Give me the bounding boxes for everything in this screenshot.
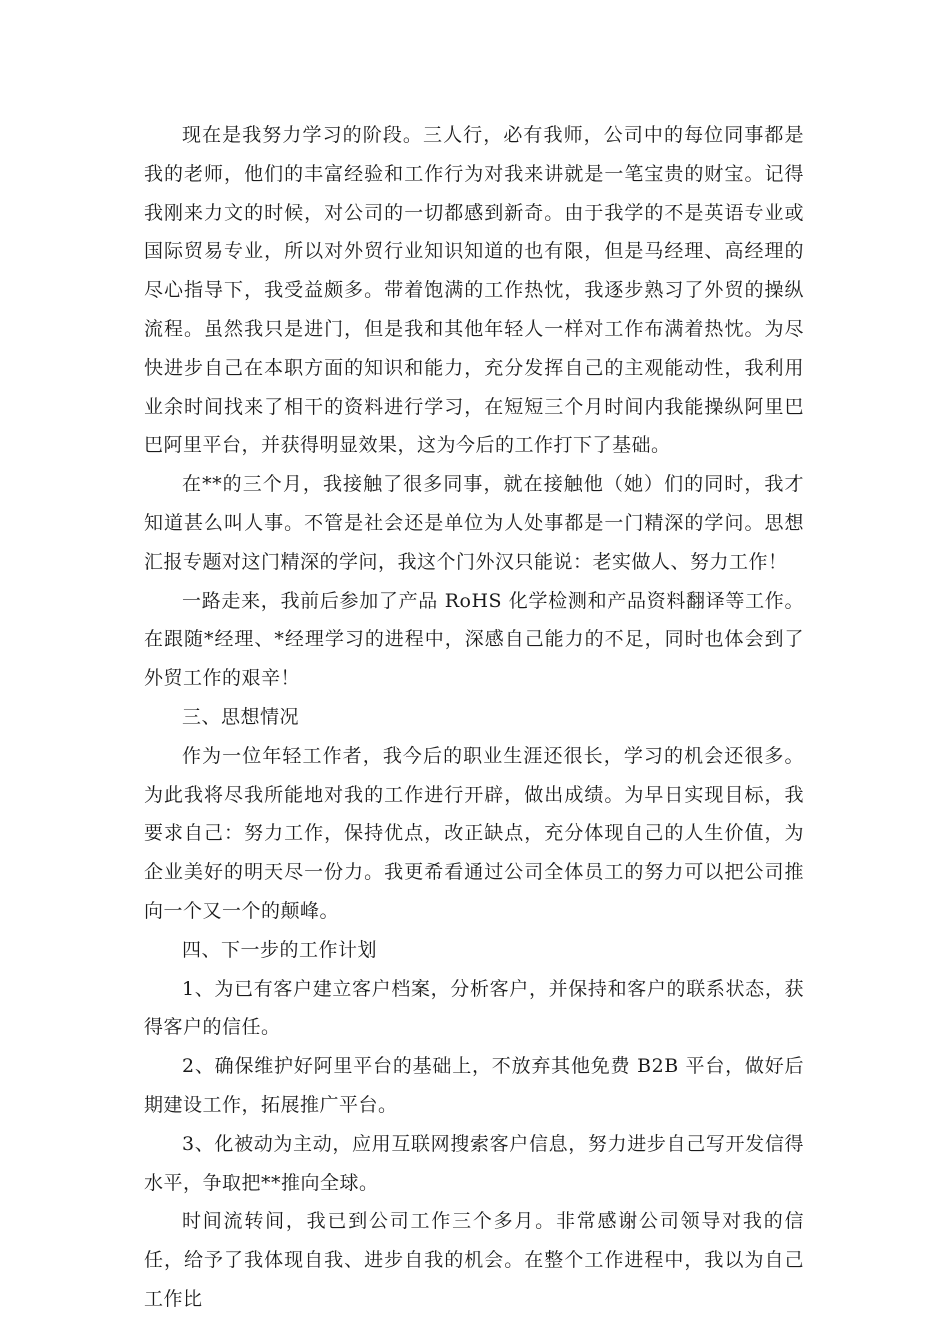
paragraph-learning-stage: 现在是我努力学习的阶段。三人行，必有我师，公司中的每位同事都是我的老师，他们的丰富经验和工作行为对我来讲就是一笔宝贵的财宝。记得我刚来力文的时候，对公司的一切都感到新奇。由于我学的不是英语专业或国际贸易专业，所以对外贸行业知识知道的也有限，但是马经理、高经理的尽心指导下，我受益颇多。带着饱满的工作热忱，我逐步熟习了外贸的操纵流程。虽然我只是进门，但是我和其他年轻人一样对工作布满着热忱。为尽快进步自己在本职方面的知识和能力，充分发挥自己的主观能动性，我利用业余时间找来了相干的资料进行学习，在短短三个月时间内我能操纵阿里巴巴阿里平台，并获得明显效果，这为今后的工作打下了基础。 bbox=[144, 124, 804, 457]
paragraph-time-passes: 时间流转间，我已到公司工作三个多月。非常感谢公司领导对我的信任，给予了我体现自我、进步自我的机会。在整个工作进程中，我以为自己工作比 bbox=[144, 1210, 804, 1310]
paragraph-career-goals: 作为一位年轻工作者，我今后的职业生涯还很长，学习的机会还很多。为此我将尽我所能地对我的工作进行开辟，做出成绩。为早日实现目标，我要求自己：努力工作，保持优点，改正缺点，充分体现自己的人生价值，为企业美好的明天尽一份力。我更希看通过公司全体员工的努力可以把公司推向一个又一个的颠峰。 bbox=[144, 744, 804, 922]
plan-item-1: 1、为已有客户建立客户档案，分析客户，并保持和客户的联系状态，获得客户的信任。 bbox=[144, 977, 804, 1039]
section-heading-work-plan: 四、下一步的工作计划 bbox=[182, 938, 378, 961]
paragraph-colleagues: 在**的三个月，我接触了很多同事，就在接触他（她）们的同时，我才知道甚么叫人事。不管是社会还是单位为人处事都是一门精深的学问。思想汇报专题对这门精深的学问，我这个门外汉只能说：老实做人、努力工作！ bbox=[144, 473, 804, 573]
paragraph-work-experience: 一路走来，我前后参加了产品 RoHS 化学检测和产品资料翻译等工作。在跟随*经理、*经理学习的进程中，深感自己能力的不足，同时也体会到了外贸工作的艰辛！ bbox=[144, 589, 804, 690]
document-page bbox=[144, 116, 804, 1319]
plan-item-2: 2、确保维护好阿里平台的基础上，不放弃其他免费 B2B 平台，做好后期建设工作，拓展推广平台。 bbox=[144, 1055, 804, 1116]
section-heading-thoughts: 三、思想情况 bbox=[182, 705, 300, 728]
plan-item-3: 3、化被动为主动，应用互联网搜索客户信息，努力进步自己写开发信得水平，争取把**推向全球。 bbox=[144, 1132, 804, 1194]
